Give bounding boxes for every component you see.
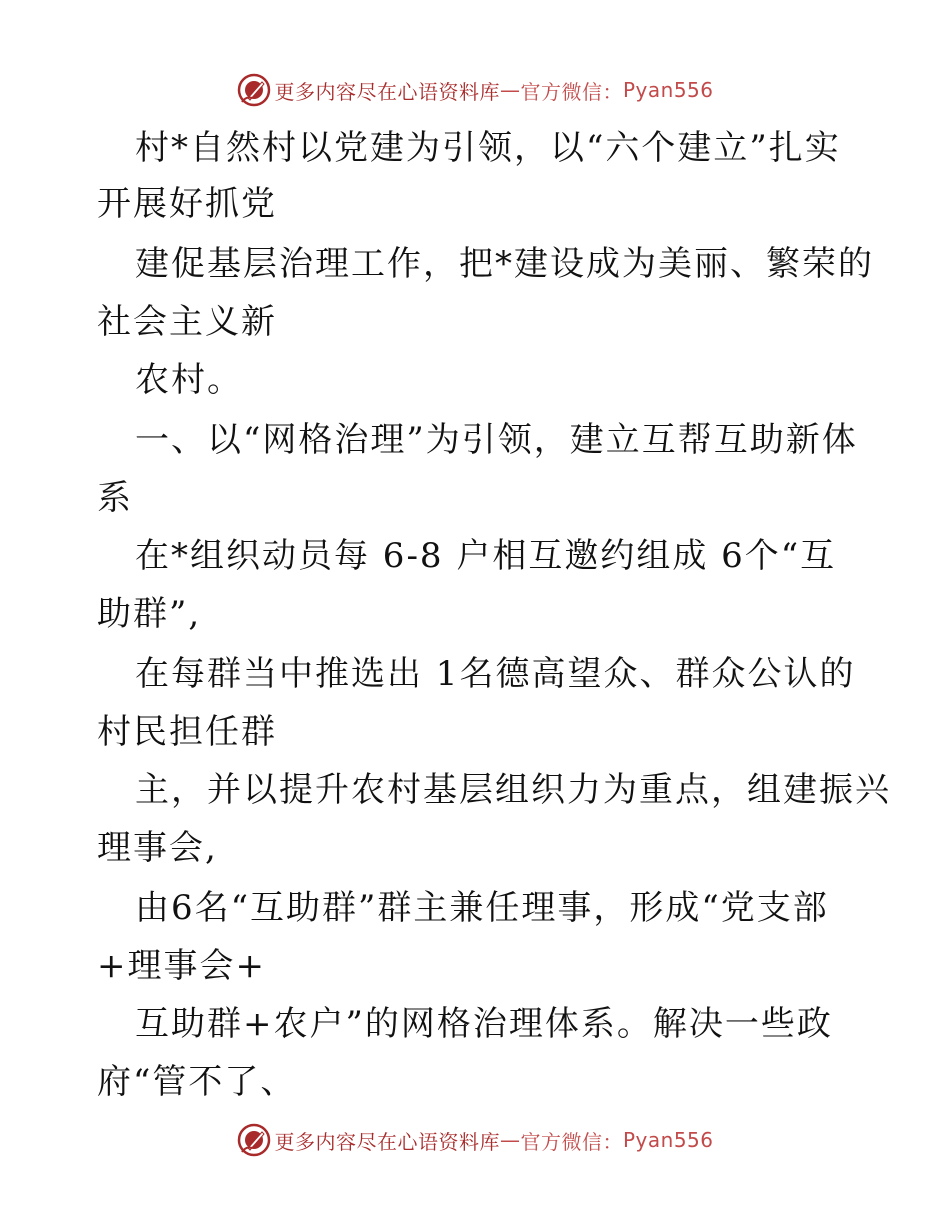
watermark-account: Pyan556 (622, 78, 714, 102)
text-line: 在*组织动员每 6-8 户相互邀约组成 6个“互 (135, 536, 837, 576)
text-line: 系 (97, 478, 133, 518)
text-line: 互助群+农户”的网格治理体系。解决一些政 (135, 1004, 833, 1044)
text-line: 在每群当中推选出 1名德高望众、群众公认的 (135, 654, 856, 694)
watermark-sub-text: 官方微信： (520, 79, 623, 104)
text-line: 村*自然村以党建为引领，以“六个建立”扎实 (135, 128, 841, 168)
watermark-main-text: 更多内容尽在心语资料库 (274, 1129, 500, 1154)
text-line: 府“管不了、 (97, 1062, 297, 1102)
text-line: 由6名“互助群”群主兼任理事，形成“党支部 (135, 888, 829, 928)
text-line: 农村。 (135, 360, 243, 400)
text-line: +理事会+ (97, 946, 266, 986)
pen-logo-icon (236, 1122, 272, 1158)
text-line: 村民担任群 (97, 712, 277, 752)
text-line: 社会主义新 (97, 302, 277, 342)
watermark-account: Pyan556 (622, 1128, 714, 1152)
text-line: 理事会, (97, 828, 218, 868)
watermark-dash: — (499, 1128, 521, 1152)
watermark-sub-text: 官方微信： (520, 1129, 623, 1154)
watermark-main-text: 更多内容尽在心语资料库 (274, 79, 500, 104)
text-line: 主，并以提升农村基层组织力为重点，组建振兴 (135, 770, 891, 810)
text-line: 建促基层治理工作，把*建设成为美丽、繁荣的 (135, 244, 874, 284)
text-line: 助群”, (97, 594, 202, 634)
text-line: 开展好抓党 (97, 184, 277, 224)
text-line: 一、以“网格治理”为引领，建立互帮互助新体 (135, 420, 858, 460)
watermark-dash: — (499, 78, 521, 102)
watermark-banner-bottom (0, 1120, 950, 1160)
